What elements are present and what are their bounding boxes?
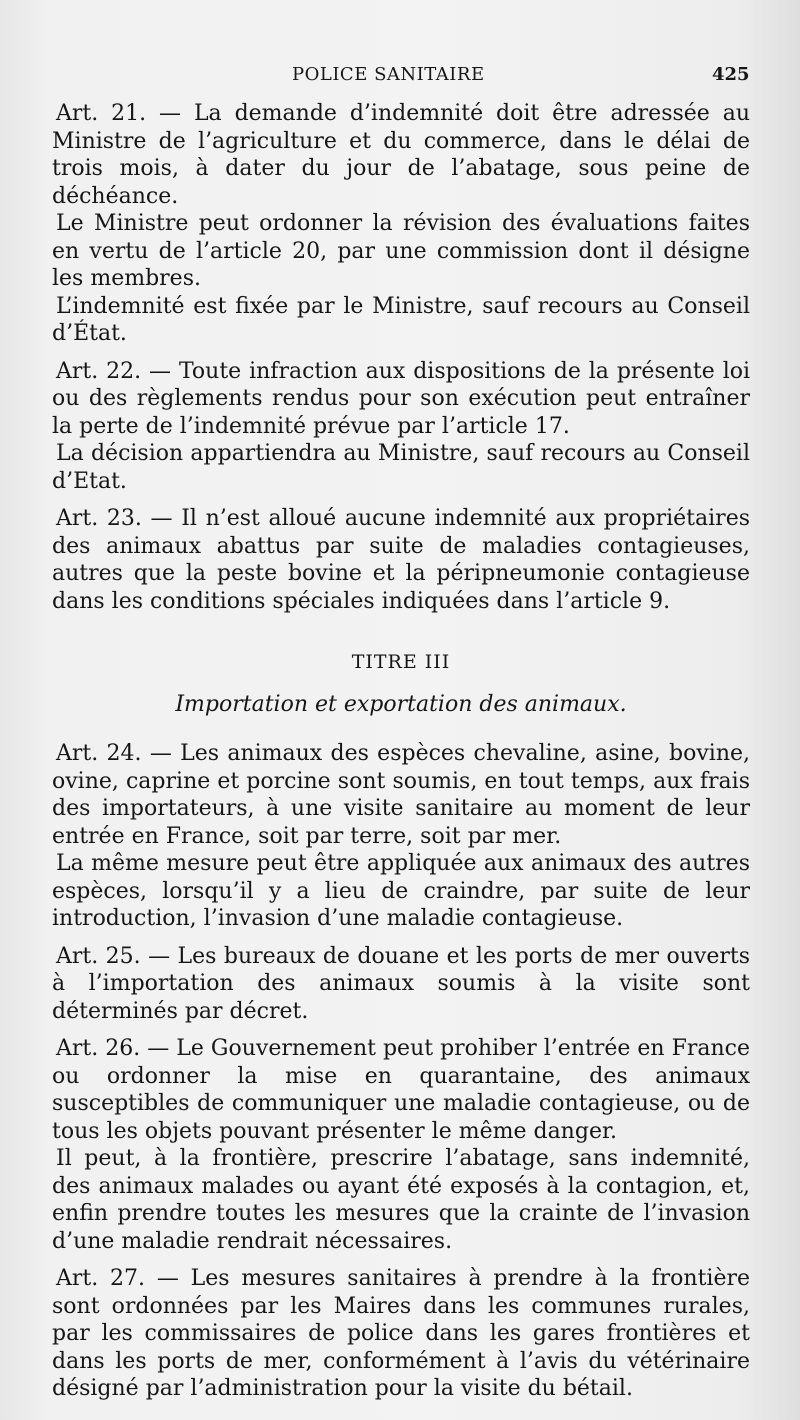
article-text: — Il n’est alloué aucune indemnité aux propriétaires des animaux abattus par suite de maladies contagieuses, autres que la peste bovine et la péripneumonie contagieuse dans les conditions spéciales indiquées dans l’article 9. bbox=[52, 506, 750, 614]
article-23 bbox=[52, 505, 750, 615]
article-text: — Les mesures sanitaires à prendre à la frontière sont ordonnées par les Maires dans les communes rurales, par les commissaires de police dans les gares frontières et dans les ports de mer, conformément à l’avis du vétérinaire désigné par l’administration pour la visite du bétail. bbox=[52, 1266, 750, 1401]
article-paragraph: La même mesure peut être appliquée aux animaux des autres espèces, lorsqu’il y a lieu de craindre, par suite de leur introduction, l’invasion d’une maladie contagieuse. bbox=[52, 851, 750, 931]
section-subtitle: Importation et exportation des animaux. bbox=[175, 691, 627, 717]
article-number: Art. 24. bbox=[56, 741, 142, 766]
running-head: POLICE SANITAIRE bbox=[292, 64, 485, 85]
article-text: — La demande d’indemnité doit être adressée au Ministre de l’agriculture et du commerce, dans le délai de trois mois, à dater du jour de l’abatage, sous peine de déchéance. bbox=[52, 101, 751, 209]
article-26 bbox=[52, 1035, 750, 1145]
article-number: Art. 23. bbox=[56, 506, 142, 531]
article-text: — Le Gouvernement peut prohiber l’entrée en France ou ordonner la mise en quarantaine, des animaux susceptibles de communiquer une maladie contagieuse, ou de tous les objets pouvant présenter le même danger. bbox=[52, 1036, 751, 1144]
page-body bbox=[52, 100, 750, 1403]
section-title: TITRE III bbox=[351, 651, 451, 673]
articles-after bbox=[52, 740, 750, 1403]
article-number: Art. 25. bbox=[56, 943, 141, 969]
page-header bbox=[0, 64, 800, 88]
article-22 bbox=[52, 358, 750, 441]
article-paragraph: La décision appartiendra au Ministre, sauf recours au Conseil d’Etat. bbox=[52, 441, 750, 494]
article-text: — Toute infraction aux dispositions de la présente loi ou des règlements rendus pour son exécution peut entraîner la perte de l’indemnité prévue par l’article 17. bbox=[52, 358, 751, 439]
article-text: — Les animaux des espèces chevaline, asine, bovine, ovine, caprine et porcine sont soumis, en tout temps, aux frais des importateurs, à une visite sanitaire au moment de leur entrée en France, soit par terre, soit par mer. bbox=[52, 741, 751, 849]
article-number: Art. 27. bbox=[56, 1266, 146, 1291]
articles-before bbox=[52, 100, 750, 615]
article-number: Art. 21. bbox=[56, 101, 147, 126]
article-paragraph: Le Ministre peut ordonner la révision des évaluations faites en vertu de l’article 20, par une commission dont il désigne les membres. bbox=[52, 211, 750, 291]
article-25 bbox=[52, 943, 750, 1026]
article-paragraph: Il peut, à la frontière, prescrire l’abatage, sans indemnité, des animaux malades ou ayant été exposés à la contagion, et, enfin prendre toutes les mesures que la crainte de l’invasion d’une maladie rendrait nécessaires. bbox=[52, 1146, 750, 1254]
article-number: Art. 22. bbox=[56, 358, 142, 384]
article-text: — Les bureaux de douane et les ports de mer ouverts à l’importation des animaux soumis à la visite sont déterminés par décret. bbox=[52, 943, 751, 1024]
article-27 bbox=[52, 1265, 750, 1403]
article-paragraph: L’indemnité est fixée par le Ministre, sauf recours au Conseil d’État. bbox=[52, 293, 750, 346]
article-21 bbox=[52, 100, 750, 210]
article-number: Art. 26. bbox=[56, 1036, 141, 1061]
article-24 bbox=[52, 740, 750, 850]
section-heading bbox=[52, 649, 750, 718]
page-number: 425 bbox=[712, 64, 750, 85]
